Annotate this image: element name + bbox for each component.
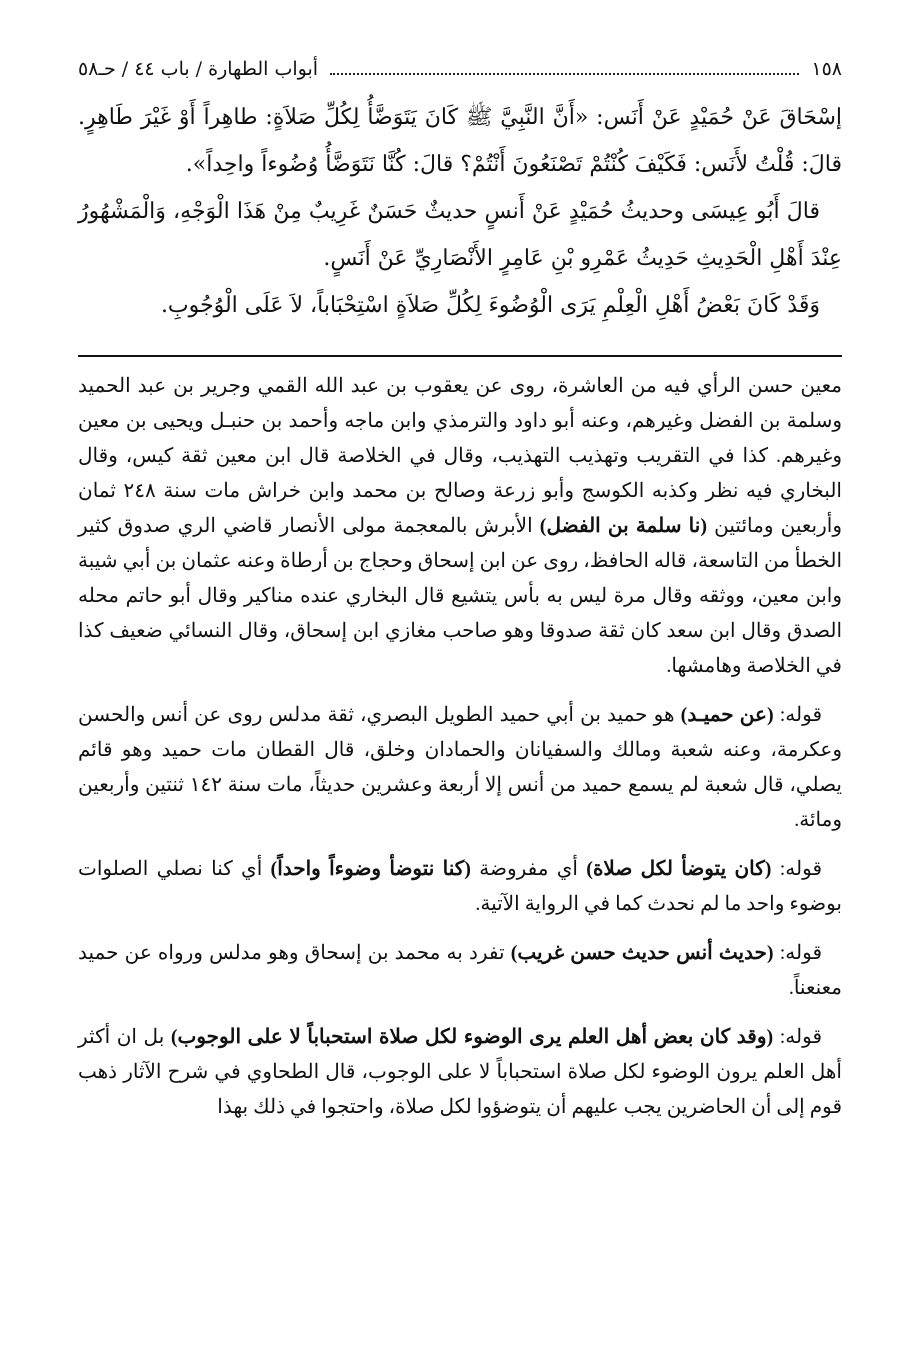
commentary-paragraph-3 xyxy=(78,852,842,922)
commentary-highlight: (عن حميـد) xyxy=(680,704,774,726)
commentary-lead: قوله: xyxy=(773,942,822,964)
commentary-highlight: (كان يتوضأ لكل صلاة) xyxy=(586,858,772,880)
hadith-paragraph-1: إسْحَاقَ عَنْ حُمَيْدٍ عَنْ أَنَس: «أَنَّ النَّبِيَّ ﷺ كَانَ يَتَوَضَّأُ لِكُلِّ صَلاَةٍ: طاهِراً أَوْ غَيْرَ طَاهِرٍ. قالَ: قُلْتُ لأَنَس: فَكَيْفَ كُنْتُمْ تَصْنَعُونَ أَنْتُمْ؟ قالَ: كُنَّا نَتَوَضَّأُ وُضُوءاً واحِداً». xyxy=(78,105,842,177)
page-number: ١٥٨ xyxy=(811,58,842,80)
commentary-text: أي كنا نصلي الصلوات بوضوء واحد ما لم نحدث كما في الرواية الآتية. xyxy=(78,858,842,915)
commentary-text: تفرد به محمد بن إسحاق وهو مدلس ورواه عن حميد معنعناً. xyxy=(78,942,842,999)
page-header xyxy=(78,58,842,92)
commentary-text: الأبرش بالمعجمة مولى الأنصار قاضي الري صدوق كثير الخطأ من التاسعة، قاله الحافظ، روى عن ابن إسحاق وحجاج بن أرطاة وعنه عثمان بن أبي شيبة وابن معين، ووثقه وقال مرة ليس به بأس يتشيع قال البخاري عنده مناكير وقال أبو حاتم محله الصدق وقال ابن سعد كان ثقة صدوقا وهو صاحب مغازي ابن إسحاق، وقال النسائي ضعيف كذا في الخلاصة وهامشها. xyxy=(78,515,842,677)
commentary-lead: قوله: xyxy=(773,704,823,726)
commentary-highlight: (وقد كان بعض أهل العلم يرى الوضوء لكل صلاة استحباباً لا على الوجوب) xyxy=(170,1026,774,1048)
commentary-text: هو حميد بن أبي حميد الطويل البصري، ثقة مدلس روى عن أنس والحسن وعكرمة، وعنه شعبة ومالك والسفيانان والحمادان وخلق، قال القطان مات حميد وهو قائم يصلي، قال شعبة لم يسمع حميد من أنس إلا أربعة وعشرين حديثاً، مات سنة ١٤٢ ثنتين وأربعين ومائة. xyxy=(78,704,842,831)
hadith-paragraph-2: قالَ أَبُو عِيسَى وحديثُ حُمَيْدٍ عَنْ أَنسٍ حديثٌ حَسَنٌ غَرِيبٌ مِنْ هَذَا الْوَجْهِ، وَالْمَشْهُورُ عِنْدَ أَهْلِ الْحَدِيثِ حَدِيثُ عَمْرِو بْنِ عَامِرٍ الأَنْصَارِيِّ عَنْ أَنَسٍ. xyxy=(78,199,842,271)
commentary-text: أي مفروضة xyxy=(470,858,587,880)
commentary-highlight: (كنا نتوضأ وضوءاً واحداً) xyxy=(270,858,471,880)
commentary xyxy=(78,369,842,1125)
commentary-paragraph-2 xyxy=(78,698,842,838)
commentary-lead: قوله: xyxy=(773,1026,823,1048)
commentary-highlight: (نا سلمة بن الفضل) xyxy=(539,515,707,537)
hadith-paragraph-3: وَقَدْ كَانَ بَعْضُ أَهْلِ الْعِلْمِ يَرَى الْوُضُوءَ لِكُلِّ صَلاَةٍ اسْتِحْبَاباً، لاَ عَلَى الْوُجُوبِ. xyxy=(160,293,820,318)
commentary-text: معين حسن الرأي فيه من العاشرة، روى عن يعقوب بن عبد الله القمي وجرير بن عبد الحميد وسلمة بن الفضل وغيرهم، وعنه أبو داود والترمذي وابن ماجه وأحمد بن حنبـل ويحيى بن معين وغيرهم. كذا في التقريب وتهذيب التهذيب، وقال في الخلاصة قال ابن معين ثقة كيس، وقال البخاري فيه نظر وكذبه الكوسج وأبو زرعة وصالح بن محمد وابن خراش مات سنة ٢٤٨ ثمان وأربعين ومائتين xyxy=(78,375,842,537)
commentary-paragraph-1 xyxy=(78,369,842,684)
footnote-divider xyxy=(78,355,842,357)
book-page xyxy=(78,58,842,1139)
commentary-paragraph-5 xyxy=(78,1020,842,1125)
hadith-text xyxy=(78,94,842,329)
commentary-highlight: (حديث أنس حديث حسن غريب) xyxy=(510,942,774,964)
commentary-text: بل ان أكثر أهل العلم يرون الوضوء لكل صلاة استحباباً لا على الوجوب، قال الطحاوي في شرح الآثار ذهب قوم إلى أن الحاضرين يجب عليهم أن يتوضؤوا لكل صلاة، واحتجوا في ذلك بهذا xyxy=(78,1026,842,1118)
commentary-paragraph-4 xyxy=(78,936,842,1006)
header-dotted-leader xyxy=(330,61,799,75)
commentary-lead: قوله: xyxy=(771,858,823,880)
running-head: أبواب الطهارة / باب ٤٤ / حـ٥٨ xyxy=(78,58,319,80)
